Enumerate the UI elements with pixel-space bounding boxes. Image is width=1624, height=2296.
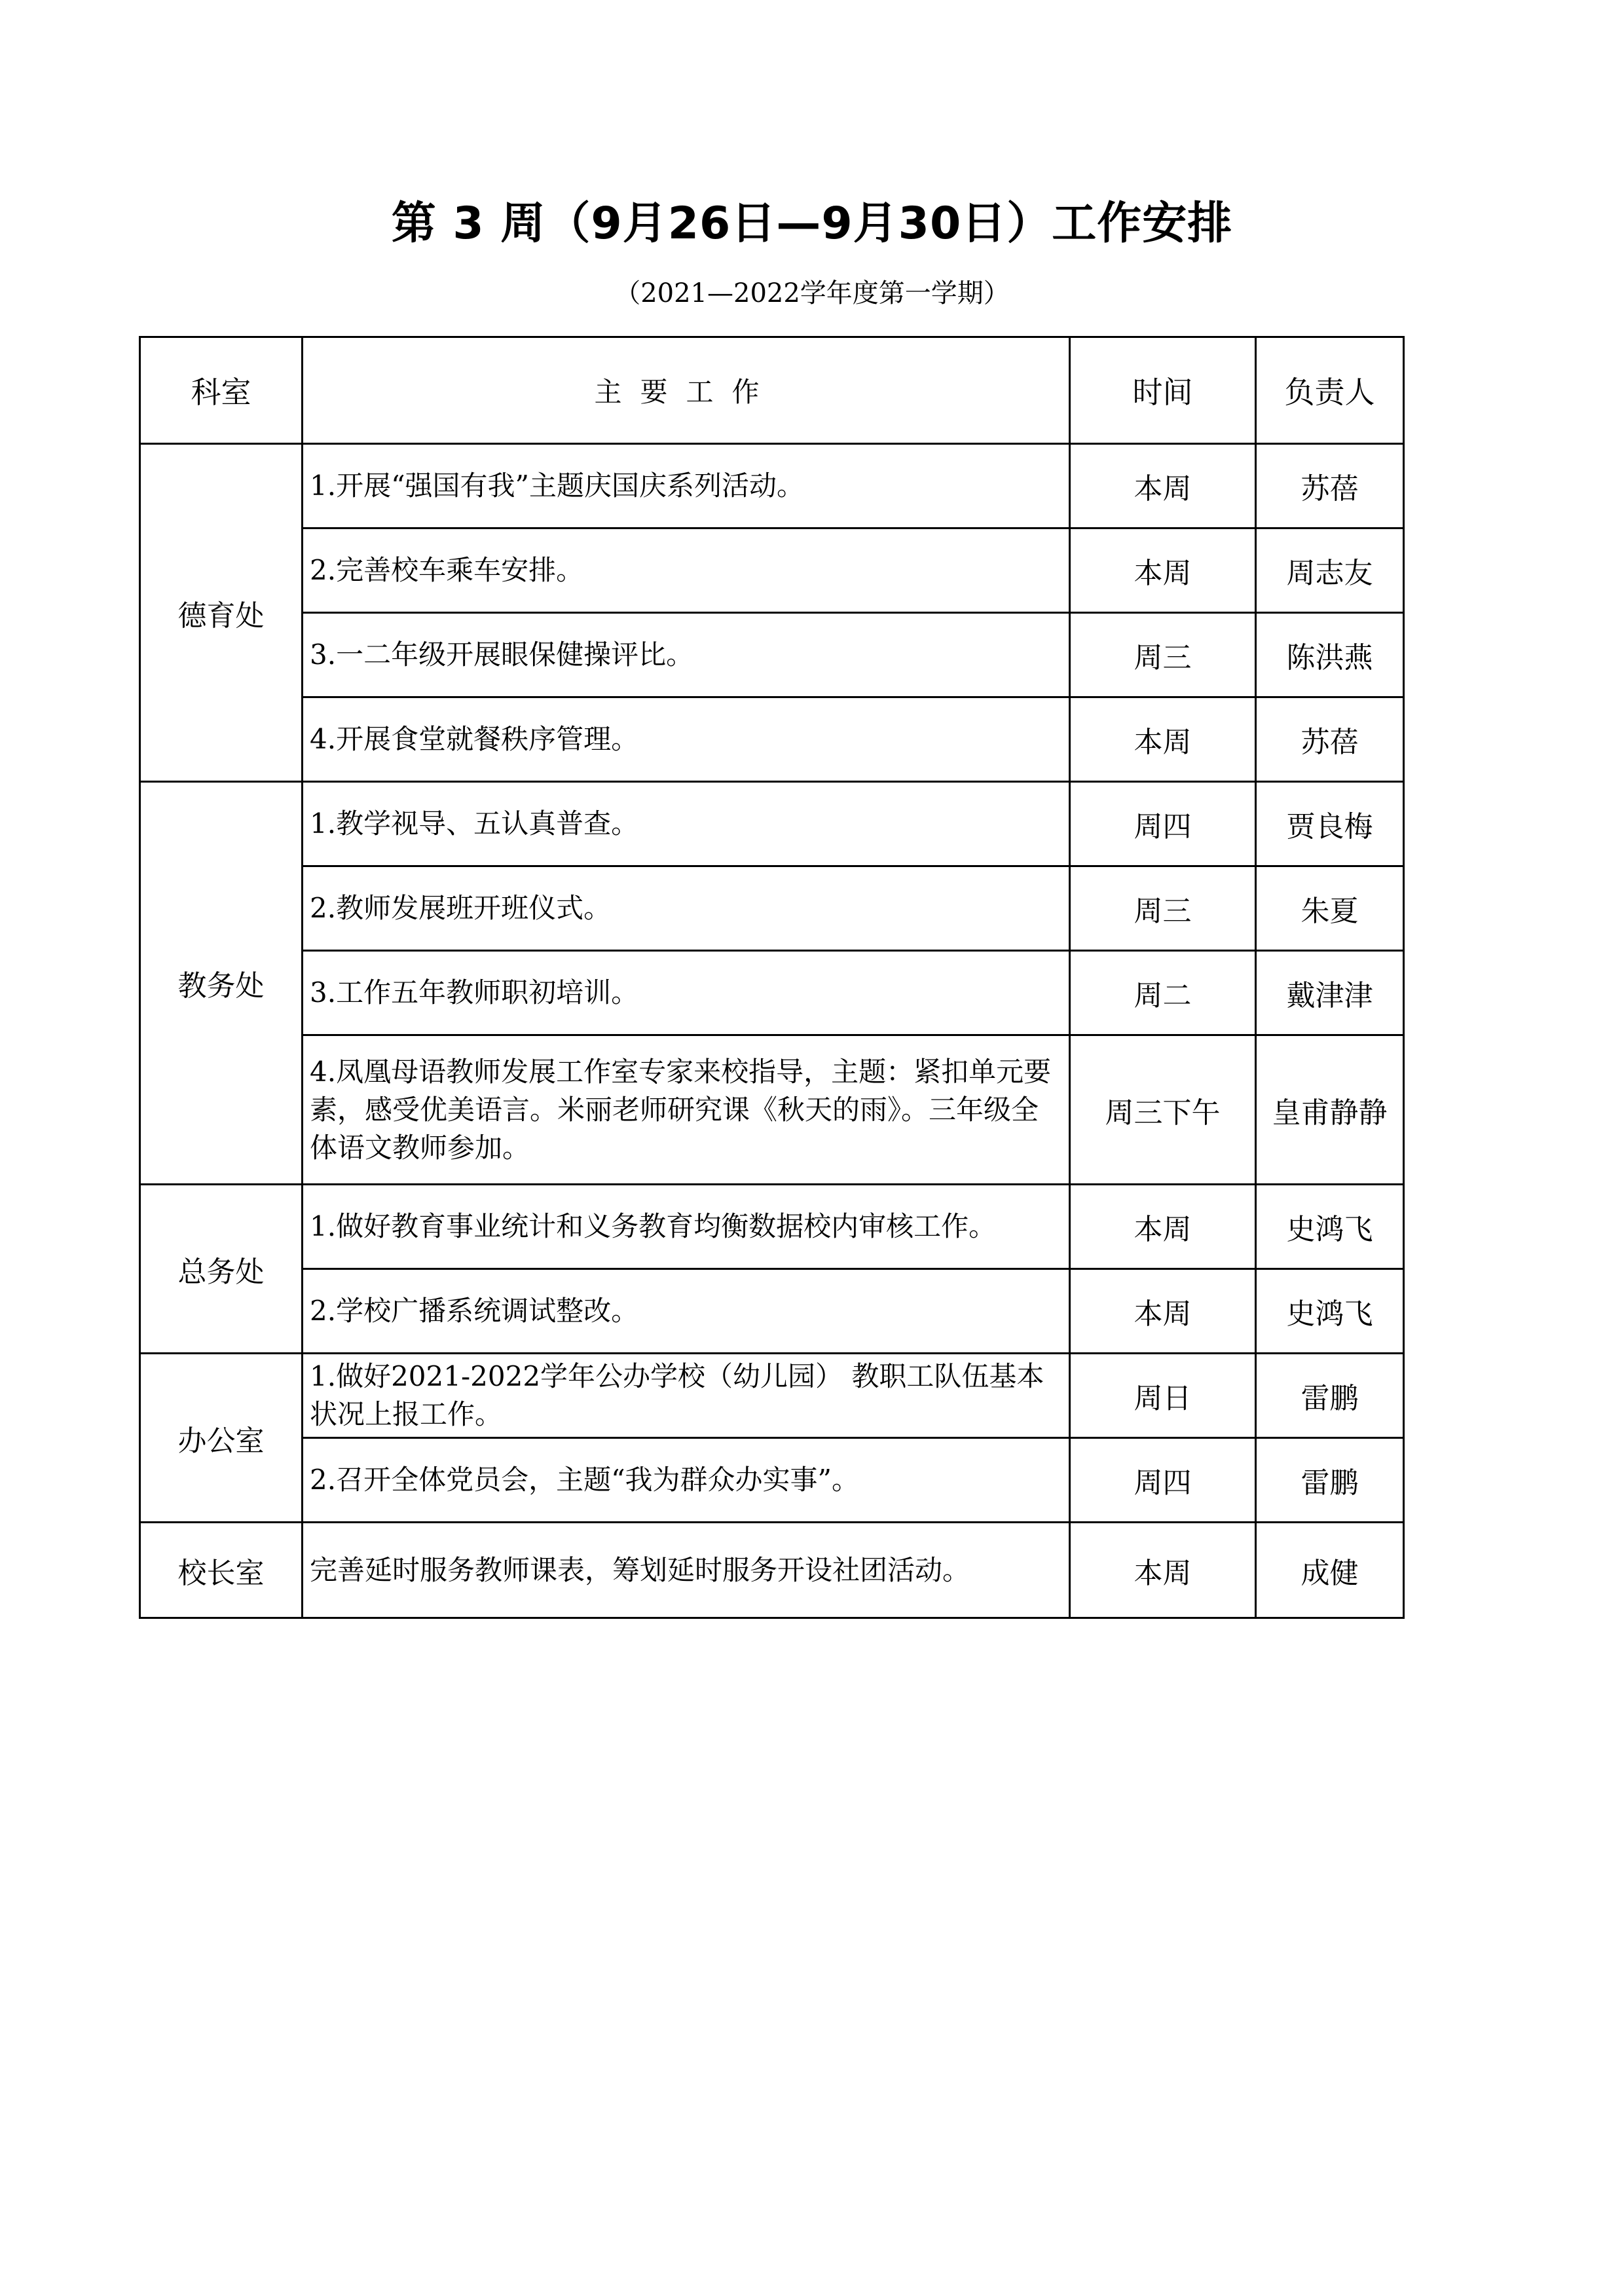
table-row [140,1035,1404,1185]
time-cell: 周四 [1070,1438,1256,1523]
time-cell: 本周 [1070,444,1256,528]
owner-cell: 贾良梅 [1256,782,1404,866]
work-cell: 2.学校广播系统调试整改。 [303,1269,1070,1354]
owner-cell: 成健 [1256,1523,1404,1618]
work-cell: 1.教学视导、五认真普查。 [303,782,1070,866]
work-cell: 2.教师发展班开班仪式。 [303,866,1070,951]
time-cell: 周日 [1070,1354,1256,1438]
work-cell: 4.开展食堂就餐秩序管理。 [303,697,1070,782]
table-row [140,528,1404,613]
time-cell: 本周 [1070,528,1256,613]
owner-cell: 苏蓓 [1256,444,1404,528]
header-work: 主要工作 [303,337,1070,444]
time-cell: 周二 [1070,951,1256,1035]
work-cell: 2.召开全体党员会，主题“我为群众办实事”。 [303,1438,1070,1523]
table-row [140,1354,1404,1438]
owner-cell: 雷鹏 [1256,1438,1404,1523]
work-cell: 3.一二年级开展眼保健操评比。 [303,613,1070,697]
table-row [140,1185,1404,1269]
dept-cell: 办公室 [140,1354,303,1523]
time-cell: 周三 [1070,866,1256,951]
table-row [140,951,1404,1035]
table-row [140,782,1404,866]
owner-cell: 陈洪燕 [1256,613,1404,697]
work-cell: 4.凤凰母语教师发展工作室专家来校指导，主题：紧扣单元要素，感受优美语言。米丽老师研究课《秋天的雨》。三年级全体语文教师参加。 [303,1035,1070,1185]
work-cell: 3.工作五年教师职初培训。 [303,951,1070,1035]
time-cell: 周三 [1070,613,1256,697]
dept-cell: 总务处 [140,1185,303,1354]
owner-cell: 戴津津 [1256,951,1404,1035]
owner-cell: 雷鹏 [1256,1354,1404,1438]
work-cell: 完善延时服务教师课表，筹划延时服务开设社团活动。 [303,1523,1070,1618]
header-dept: 科室 [140,337,303,444]
owner-cell: 周志友 [1256,528,1404,613]
work-cell: 2.完善校车乘车安排。 [303,528,1070,613]
header-time: 时间 [1070,337,1256,444]
table-row [140,613,1404,697]
work-cell: 1.做好教育事业统计和义务教育均衡数据校内审核工作。 [303,1185,1070,1269]
owner-cell: 朱夏 [1256,866,1404,951]
page-subtitle: （2021—2022学年度第一学期） [614,278,1010,308]
table-header-row [140,337,1404,444]
table-row [140,866,1404,951]
owner-cell: 史鸿飞 [1256,1269,1404,1354]
time-cell: 本周 [1070,1185,1256,1269]
dept-cell: 教务处 [140,782,303,1185]
header-owner: 负责人 [1256,337,1404,444]
table-row [140,1269,1404,1354]
page-title: 第 3 周（9月26日—9月30日）工作安排 [391,198,1233,250]
work-cell: 1.开展“强国有我”主题庆国庆系列活动。 [303,444,1070,528]
dept-cell: 校长室 [140,1523,303,1618]
owner-cell: 苏蓓 [1256,697,1404,782]
time-cell: 本周 [1070,697,1256,782]
owner-cell: 皇甫静静 [1256,1035,1404,1185]
owner-cell: 史鸿飞 [1256,1185,1404,1269]
time-cell: 周三下午 [1070,1035,1256,1185]
table-row [140,444,1404,528]
dept-cell: 德育处 [140,444,303,782]
table-row [140,1523,1404,1618]
schedule-table [139,336,1405,1619]
time-cell: 周四 [1070,782,1256,866]
time-cell: 本周 [1070,1269,1256,1354]
work-cell: 1.做好2021-2022学年公办学校（幼儿园） 教职工队伍基本状况上报工作。 [303,1354,1070,1438]
table-row [140,697,1404,782]
table-row [140,1438,1404,1523]
time-cell: 本周 [1070,1523,1256,1618]
